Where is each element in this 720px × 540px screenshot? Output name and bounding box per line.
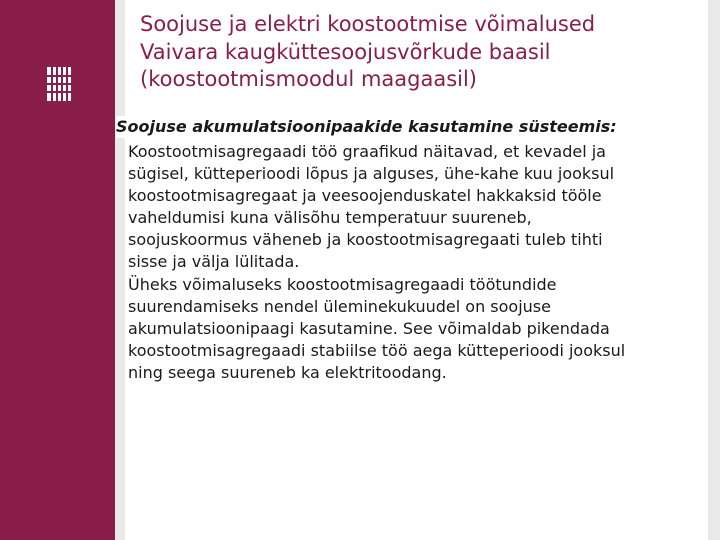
title-line-2: Vaivara kaugküttesoojusvõrkude baasil xyxy=(140,39,551,64)
paragraph-line: koostootmisagregaadi stabiilse töö aega kütteperioodi jooksul xyxy=(128,341,626,360)
striped-square-logo-icon xyxy=(47,67,71,101)
paragraph-line: akumulatsioonipaagi kasutamine. See võimaldab pikendada xyxy=(128,319,610,338)
left-gutter xyxy=(115,0,125,540)
slide-title xyxy=(140,11,700,94)
title-line-1: Soojuse ja elektri koostootmise võimalused xyxy=(140,12,596,36)
paragraph-line: suurendamiseks nendel üleminekukuudel on soojuse xyxy=(128,297,551,316)
paragraph-line: Koostootmisagregaadi töö graafikud näitavad, et kevadel ja xyxy=(128,142,606,161)
paragraph-line: vaheldumisi kuna välisõhu temperatuur suureneb, xyxy=(128,208,532,227)
paragraph-line: soojuskoormus väheneb ja koostootmisagregaati tuleb tihti xyxy=(128,230,603,249)
body-text xyxy=(128,141,708,385)
paragraph-line: koostootmisagregaat ja veesoojenduskatel hakkaksid tööle xyxy=(128,186,602,205)
paragraph-line: sisse ja välja lülitada. xyxy=(128,252,300,271)
section-heading: Soojuse akumulatsioonipaakide kasutamine süsteemis: xyxy=(116,117,617,136)
paragraph-line: ning seega suureneb ka elektritoodang. xyxy=(128,363,447,382)
paragraph-line: sügisel, kütteperioodi lõpus ja alguses, ühe-kahe kuu jooksul xyxy=(128,164,615,183)
right-gutter xyxy=(708,0,720,540)
paragraph-line: Üheks võimaluseks koostootmisagregaadi töötundide xyxy=(128,275,557,294)
title-line-3: (koostootmismoodul maagaasil) xyxy=(140,67,478,91)
paragraph-2 xyxy=(128,274,708,384)
paragraph-1 xyxy=(128,141,708,273)
